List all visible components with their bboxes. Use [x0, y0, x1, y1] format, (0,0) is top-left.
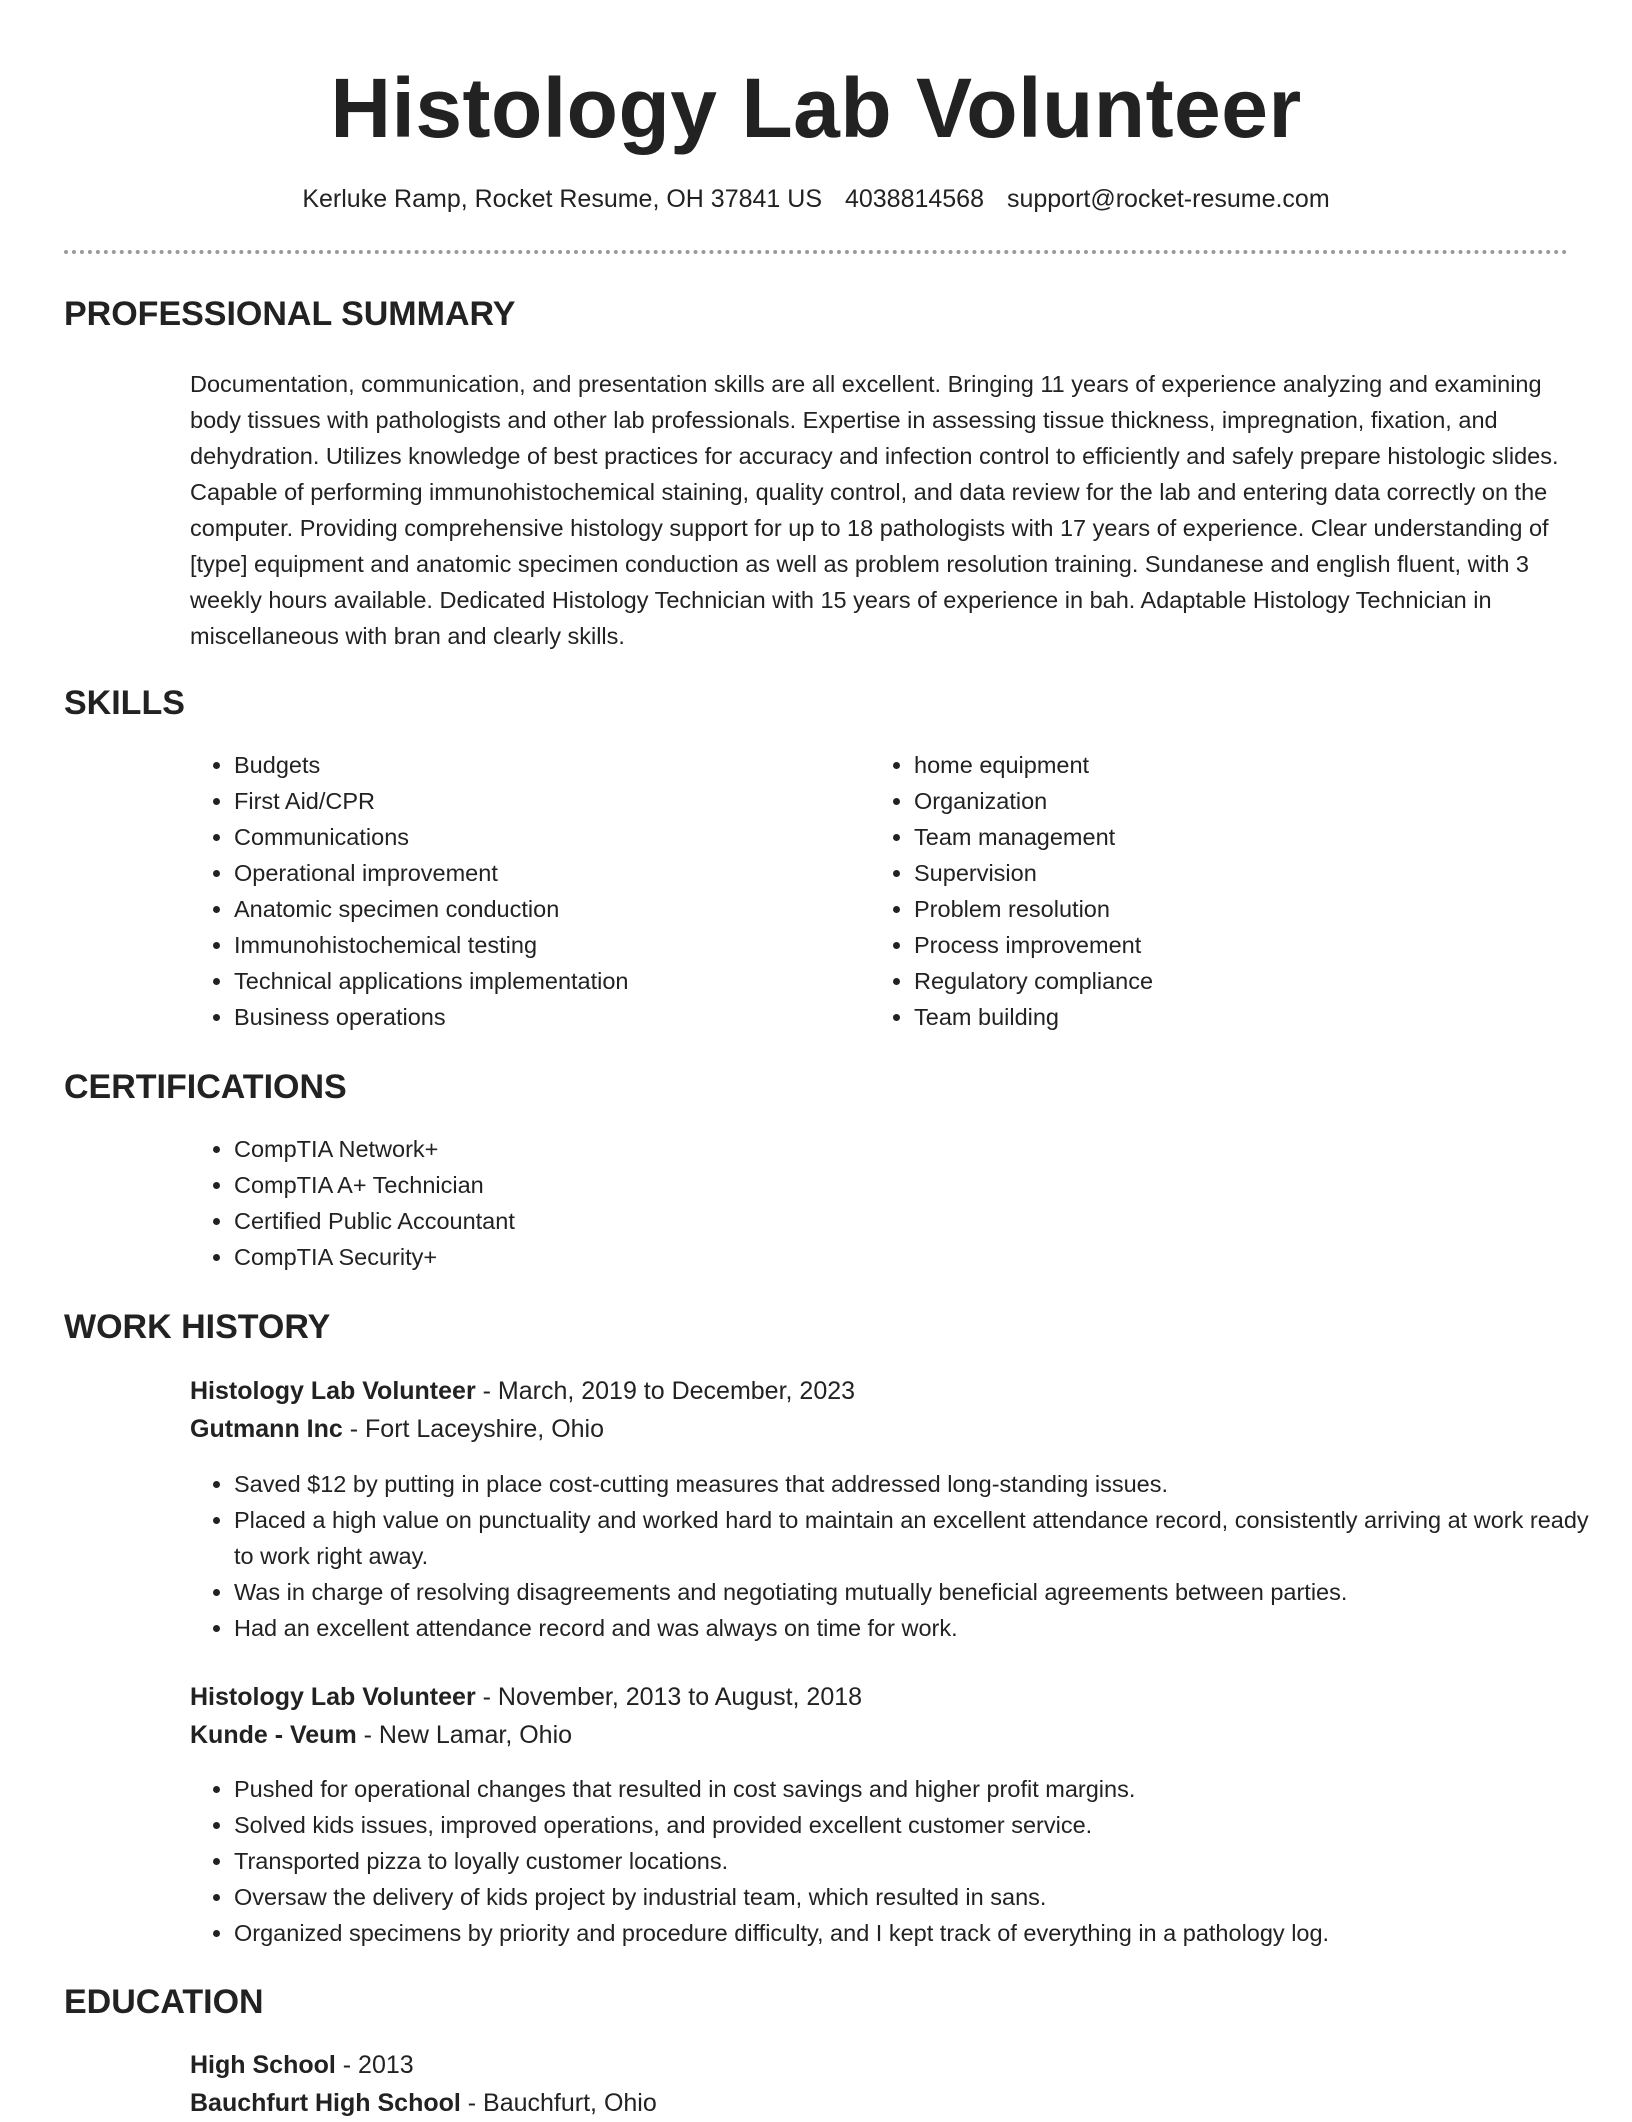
education-school: Bauchfurt High School: [190, 2089, 461, 2117]
list-item: • Immunohistochemical testing: [234, 927, 854, 963]
list-item: • Operational improvement: [234, 855, 854, 891]
job-title: Histology Lab Volunteer: [190, 1683, 476, 1711]
job-location: - Fort Laceyshire, Ohio: [342, 1415, 605, 1443]
job-company: Gutmann Inc: [190, 1415, 343, 1443]
list-item: • Transported pizza to loyally customer locations.: [234, 1843, 1612, 1879]
job-1-company-line: [190, 1410, 1568, 1448]
work-history-heading: WORK HISTORY: [64, 1308, 331, 1346]
list-item: • Solved kids issues, improved operations, and provided excellent customer service.: [234, 1807, 1612, 1843]
job-dates: - November, 2013 to August, 2018: [475, 1683, 863, 1711]
list-item: • Was in charge of resolving disagreements and negotiating mutually beneficial agreements between parties.: [234, 1574, 1612, 1610]
list-item: • Oversaw the delivery of kids project by industrial team, which resulted in sans.: [234, 1879, 1612, 1915]
job-dates: - March, 2019 to December, 2023: [475, 1377, 856, 1405]
certifications-list: [190, 1131, 1612, 1275]
list-item: • CompTIA Network+: [234, 1131, 1612, 1167]
resume-title: Histology Lab Volunteer: [330, 61, 1302, 155]
list-item: • Saved $12 by putting in place cost-cutting measures that addressed long-standing issues.: [234, 1466, 1612, 1502]
job-location: - New Lamar, Ohio: [356, 1721, 573, 1749]
list-item: • Placed a high value on punctuality and worked hard to maintain an excellent attendance record, consistently arriving at work ready to work right away.: [234, 1502, 1612, 1574]
list-item: • Supervision: [914, 855, 1554, 891]
skills-heading: SKILLS: [64, 684, 185, 722]
header-divider: [64, 250, 1568, 254]
list-item: • Regulatory compliance: [914, 963, 1554, 999]
job-1-bullets: [190, 1466, 1612, 1646]
list-item: • Organization: [914, 783, 1554, 819]
certifications-heading: CERTIFICATIONS: [64, 1068, 347, 1106]
list-item: • First Aid/CPR: [234, 783, 854, 819]
education-degree-line: [190, 2046, 1568, 2084]
list-item: • Problem resolution: [914, 891, 1554, 927]
list-item: • Team building: [914, 999, 1554, 1035]
contact-phone: 4038814568: [844, 185, 984, 213]
contact-email: support@rocket-resume.com: [1006, 185, 1330, 213]
list-item: • Organized specimens by priority and procedure difficulty, and I kept track of everything in a pathology log.: [234, 1915, 1612, 1951]
list-item: • CompTIA Security+: [234, 1239, 1612, 1275]
job-2-bullets: [190, 1771, 1612, 1951]
contact-line: [0, 182, 1632, 216]
education-year: - 2013: [335, 2051, 414, 2079]
skills-list-right: [870, 747, 1554, 1035]
list-item: • Had an excellent attendance record and was always on time for work.: [234, 1610, 1612, 1646]
job-2-title-line: [190, 1678, 1568, 1716]
list-item: • home equipment: [914, 747, 1554, 783]
job-title: Histology Lab Volunteer: [190, 1377, 476, 1405]
education-heading: EDUCATION: [64, 1983, 264, 2021]
list-item: • Team management: [914, 819, 1554, 855]
list-item: • Process improvement: [914, 927, 1554, 963]
job-2-company-line: [190, 1716, 1568, 1754]
list-item: • Anatomic specimen conduction: [234, 891, 854, 927]
list-item: • Budgets: [234, 747, 854, 783]
summary-heading: PROFESSIONAL SUMMARY: [64, 295, 516, 333]
education-degree: High School: [190, 2051, 336, 2079]
list-item: • Technical applications implementation: [234, 963, 854, 999]
job-1-title-line: [190, 1372, 1568, 1410]
list-item: • Pushed for operational changes that resulted in cost savings and higher profit margins.: [234, 1771, 1612, 1807]
list-item: • Communications: [234, 819, 854, 855]
skills-list-left: [190, 747, 854, 1035]
education-school-line: [190, 2084, 1568, 2122]
list-item: • CompTIA A+ Technician: [234, 1167, 1612, 1203]
list-item: • Business operations: [234, 999, 854, 1035]
summary-text: Documentation, communication, and presentation skills are all excellent. Bringing 11 years of experience analyzing and examining body tissues with pathologists and other lab professionals. Expertise in assessing tissue thickness, impregnation, fixation, and dehydration. Utilizes knowledge of best practices for accuracy and infection control to efficiently and safely prepare histologic slides. Capable of performing immunohistochemical staining, quality control, and data review for the lab and entering data correctly on the computer. Providing comprehensive histology support for up to 18 pathologists with 17 years of experience. Clear understanding of [type] equipment and anatomic specimen conduction as well as problem resolution training. Sundanese and english fluent, with 3 weekly hours available. Dedicated Histology Technician with 15 years of experience in bah. Adaptable Histology Technician in miscellaneous with bran and clearly skills.: [190, 371, 1559, 649]
contact-address: Kerluke Ramp, Rocket Resume, OH 37841 US: [302, 185, 822, 213]
job-company: Kunde - Veum: [190, 1721, 357, 1749]
list-item: • Certified Public Accountant: [234, 1203, 1612, 1239]
education-location: - Bauchfurt, Ohio: [460, 2089, 657, 2117]
